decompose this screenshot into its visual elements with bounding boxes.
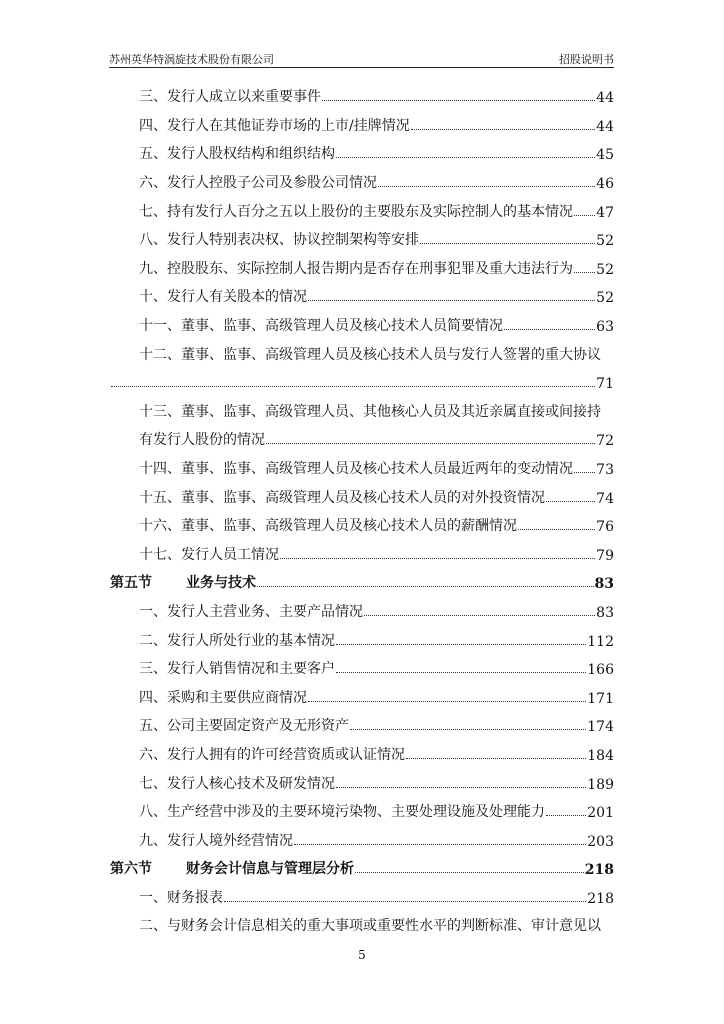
toc-entry[interactable]: 十三、董事、监事、高级管理人员、其他核心人员及其近亲属直接或间接持 [139, 404, 601, 420]
toc-entry[interactable]: 八、发行人特别表决权、协议控制架构等安排 52 [139, 232, 614, 249]
toc-entry[interactable]: 一、发行人主营业务、主要产品情况 83 [139, 604, 614, 621]
toc-entry[interactable]: 七、发行人核心技术及研发情况 189 [139, 776, 614, 793]
toc-entry[interactable]: 十二、董事、监事、高级管理人员及核心技术人员与发行人签署的重大协议 [139, 347, 601, 363]
toc-section[interactable]: 第五节 业务与技术 83 [110, 575, 614, 592]
toc-entry-continuation[interactable]: 71 [110, 372, 614, 392]
toc-entry[interactable]: 六、发行人拥有的许可经营资质或认证情况 184 [139, 747, 614, 764]
toc-entry[interactable]: 十七、发行人员工情况 79 [139, 547, 614, 564]
toc-entry[interactable]: 九、控股股东、实际控制人报告期内是否存在刑事犯罪及重大违法行为 52 [139, 261, 614, 278]
toc-entry[interactable]: 一、财务报表 218 [139, 890, 614, 907]
toc-entry[interactable]: 四、采购和主要供应商情况 171 [139, 690, 614, 707]
toc-entry[interactable]: 三、发行人销售情况和主要客户 166 [139, 661, 614, 678]
toc-entry[interactable]: 十、发行人有关股本的情况 52 [139, 289, 614, 306]
toc-entry[interactable]: 三、发行人成立以来重要事件 44 [139, 89, 614, 106]
toc-entry[interactable]: 十一、董事、监事、高级管理人员及核心技术人员简要情况 63 [139, 318, 614, 335]
toc-entry-continuation[interactable]: 有发行人股份的情况 72 [139, 432, 614, 449]
toc-entry[interactable]: 十六、董事、监事、高级管理人员及核心技术人员的薪酬情况 76 [139, 518, 614, 535]
toc-entry[interactable]: 九、发行人境外经营情况 203 [139, 833, 614, 850]
toc-section[interactable]: 第六节 财务会计信息与管理层分析 218 [110, 861, 614, 878]
toc-entry[interactable]: 二、发行人所处行业的基本情况 112 [139, 633, 614, 650]
toc-entry[interactable]: 八、生产经营中涉及的主要环境污染物、主要处理设施及处理能力 201 [139, 804, 614, 821]
document-title: 招股说明书 [559, 53, 614, 66]
toc-entry[interactable]: 五、发行人股权结构和组织结构 45 [139, 146, 614, 163]
toc-entry[interactable]: 二、与财务会计信息相关的重大事项或重要性水平的判断标准、审计意见以 [139, 918, 601, 934]
toc-entry[interactable]: 六、发行人控股子公司及参股公司情况 46 [139, 175, 614, 192]
toc-entry[interactable]: 十四、董事、监事、高级管理人员及核心技术人员最近两年的变动情况 73 [139, 461, 614, 478]
toc-entry[interactable]: 五、公司主要固定资产及无形资产 174 [139, 718, 614, 735]
page-number: 5 [358, 948, 366, 962]
page-header [109, 51, 614, 68]
company-name: 苏州英华特涡旋技术股份有限公司 [109, 53, 274, 66]
toc-entry[interactable]: 十五、董事、监事、高级管理人员及核心技术人员的对外投资情况 74 [139, 490, 614, 507]
toc-entry[interactable]: 七、持有发行人百分之五以上股份的主要股东及实际控制人的基本情况 47 [139, 204, 614, 221]
toc-entry[interactable]: 四、发行人在其他证券市场的上市/挂牌情况 44 [139, 118, 614, 135]
